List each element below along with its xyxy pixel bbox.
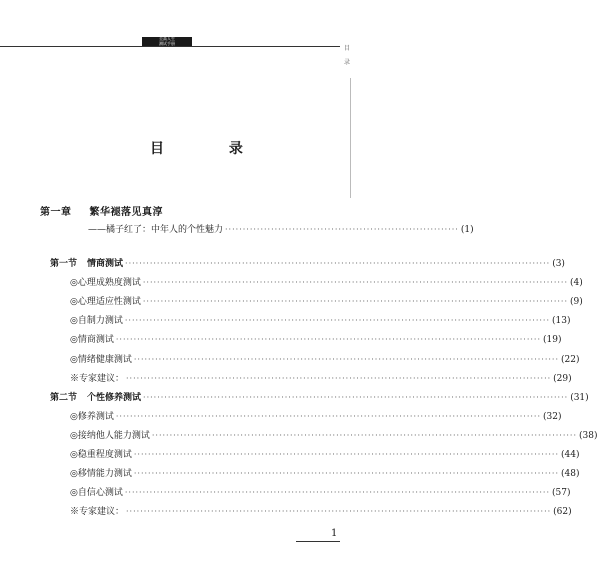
toc-section-row[interactable] <box>50 256 565 269</box>
toc-item-row[interactable] <box>70 428 598 441</box>
item-title: ◎情绪健康测试 <box>70 354 132 365</box>
dot-leader: ························································································································ <box>126 507 552 517</box>
item-title: ◎自信心测试 <box>70 488 123 499</box>
toc-item-row[interactable] <box>70 504 572 518</box>
chapter-heading <box>40 203 163 218</box>
page-number: 1 <box>331 528 338 539</box>
dot-leader: ························································································································ <box>124 488 551 498</box>
dot-leader: ························································································································ <box>125 259 551 268</box>
page-ref: (57) <box>552 488 571 499</box>
side-mark-2: 录 <box>344 59 351 66</box>
footer-rule <box>296 541 340 542</box>
toc-item-row[interactable] <box>70 485 571 499</box>
page-ref: (19) <box>543 335 562 346</box>
chapter-subtitle: ——橘子红了：中年人的个性魅力 <box>88 225 224 235</box>
page-ref: (48) <box>561 469 580 480</box>
page-ref: (13) <box>552 316 571 327</box>
chapter-subtitle-row[interactable] <box>88 222 474 235</box>
toc-item-row[interactable] <box>70 371 572 384</box>
item-title: ◎情商测试 <box>70 335 114 346</box>
item-title: ◎心理成熟度测试 <box>70 278 141 289</box>
toc-item-row[interactable] <box>70 352 580 365</box>
item-title: ※专家建议： <box>70 507 125 518</box>
section-title: 情商测试 <box>87 259 124 269</box>
section-label: 第二节 <box>50 392 78 403</box>
page-title: 目 录 <box>150 141 273 157</box>
toc-item-row[interactable] <box>70 313 571 327</box>
dot-leader: ························································································································ <box>115 411 542 421</box>
dot-leader: ························································································································ <box>142 278 569 288</box>
badge-line-1: 至高人生 <box>159 36 175 41</box>
toc-item-row[interactable] <box>70 294 583 308</box>
page-ref: (29) <box>553 373 572 384</box>
badge-line-2: 测试手册 <box>159 40 175 46</box>
page-ref: (1) <box>460 225 474 235</box>
dot-leader: ·································································· <box>225 225 459 234</box>
page-ref: (9) <box>570 297 583 308</box>
item-title: ◎接纳他人能力测试 <box>70 430 150 441</box>
item-title: ◎心理适应性测试 <box>70 297 141 308</box>
section-title: 个性修养测试 <box>87 392 142 403</box>
item-title: ◎移情能力测试 <box>70 469 132 480</box>
item-title: ◎自制力测试 <box>70 316 123 327</box>
margin-line <box>350 78 351 198</box>
toc-item-row[interactable] <box>70 447 580 460</box>
page-ref: (31) <box>570 392 589 403</box>
dot-leader: ························································································································ <box>142 297 569 307</box>
toc-section-row[interactable] <box>50 390 589 403</box>
dot-leader: ························································································································ <box>143 392 569 402</box>
item-title: ◎稳重程度测试 <box>70 450 132 460</box>
page-ref: (22) <box>561 354 580 365</box>
chapter-title: 繁华褪落见真淳 <box>89 207 163 218</box>
page-ref: (32) <box>543 411 562 422</box>
page-ref: (38) <box>579 430 598 441</box>
dot-leader: ························································································································ <box>133 354 560 364</box>
section-label: 第一节 <box>50 259 78 269</box>
dot-leader: ························································································································ <box>133 450 560 459</box>
series-badge <box>142 37 192 46</box>
dot-leader: ························································································································ <box>133 469 560 479</box>
chapter-label: 第一章 <box>40 207 72 218</box>
toc-item-row[interactable] <box>70 409 562 422</box>
dot-leader: ························································································································ <box>115 335 542 345</box>
item-title: ※专家建议： <box>70 373 125 384</box>
page-ref: (4) <box>570 278 583 289</box>
page-ref: (3) <box>552 259 565 269</box>
item-title: ◎修养测试 <box>70 411 114 422</box>
toc-item-row[interactable] <box>70 275 583 289</box>
page-ref: (44) <box>561 450 580 460</box>
dot-leader: ························································································································ <box>151 430 578 440</box>
dot-leader: ························································································································ <box>126 373 552 383</box>
page-ref: (62) <box>553 507 572 518</box>
toc-item-row[interactable] <box>70 466 580 480</box>
dot-leader: ························································································································ <box>124 316 551 326</box>
header-rule <box>0 46 340 47</box>
toc-item-row[interactable] <box>70 332 562 346</box>
side-mark-1: 目 <box>344 45 351 52</box>
